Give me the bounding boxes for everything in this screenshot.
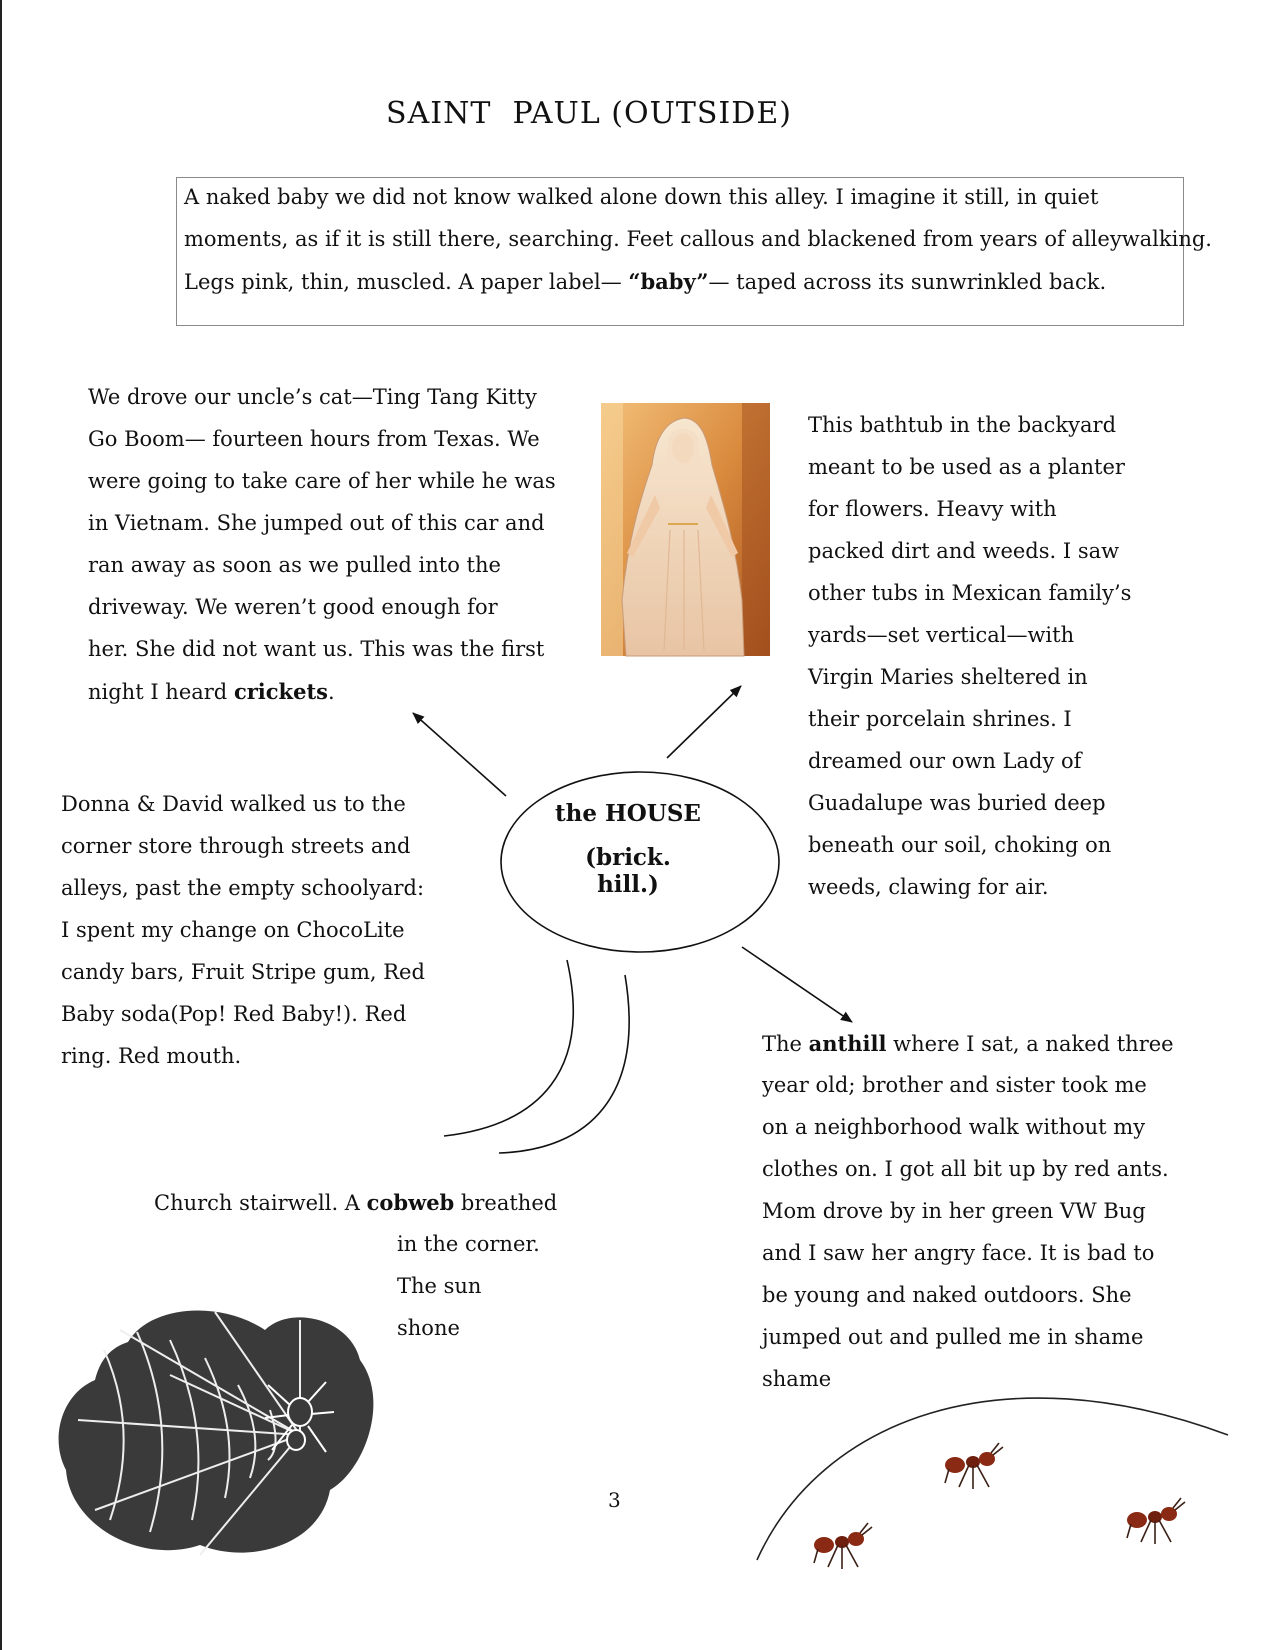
- cat-story-line: in Vietnam. She jumped out of this car and: [88, 511, 545, 535]
- house-label-line2: (brick. hill.): [585, 844, 671, 898]
- store-story-line: ring. Red mouth.: [61, 1044, 242, 1068]
- bathtub-story-line: Guadalupe was buried deep: [808, 791, 1106, 815]
- store-story-line: alleys, past the empty schoolyard:: [61, 876, 425, 900]
- anthill-story-line: clothes on. I got all bit up by red ants.: [762, 1157, 1169, 1181]
- page-number: 3: [608, 1488, 621, 1512]
- bathtub-story-line: packed dirt and weeds. I saw: [808, 539, 1120, 563]
- arrow-to-bathtub-story: [667, 686, 741, 758]
- virgin-mary-statue-image: [601, 403, 770, 656]
- bathtub-story-line: dreamed our own Lady of: [808, 749, 1082, 773]
- cat-story-line: ran away as soon as we pulled into the: [88, 553, 501, 577]
- cat-story-line: We drove our uncle’s cat—Ting Tang Kitty: [88, 385, 537, 409]
- cat-story-line: Go Boom— fourteen hours from Texas. We: [88, 427, 540, 451]
- bathtub-story-line: other tubs in Mexican family’s: [808, 581, 1132, 605]
- bathtub-story-line: for flowers. Heavy with: [808, 497, 1057, 521]
- ant-icon: [945, 1443, 1003, 1489]
- bathtub-story-line: This bathtub in the backyard: [808, 413, 1117, 437]
- intro-bold-baby: “baby”: [628, 269, 709, 294]
- ant-icon: [1127, 1498, 1185, 1544]
- anthill-story-line: be young and naked outdoors. She: [762, 1283, 1132, 1307]
- curve-line-left: [444, 960, 573, 1136]
- cat-story-line: driveway. We weren’t good enough for: [88, 595, 498, 619]
- page-title: SAINT PAUL (OUTSIDE): [386, 96, 792, 131]
- store-story-line: I spent my change on ChocoLite: [61, 918, 405, 942]
- cat-story-line: her. She did not want us. This was the first: [88, 637, 545, 661]
- arrow-to-anthill-story: [742, 947, 852, 1022]
- house-ellipse: [501, 772, 779, 952]
- bold-anthill: anthill: [808, 1031, 887, 1056]
- spider-web-image: [59, 1310, 374, 1555]
- bathtub-story-line: Virgin Maries sheltered in: [808, 665, 1088, 689]
- anthill-story-line: The anthill where I sat, a naked three: [762, 1031, 1174, 1056]
- store-story-line: Donna & David walked us to the: [61, 792, 406, 816]
- store-story-line: corner store through streets and: [61, 834, 411, 858]
- church-story-line: shone: [397, 1316, 460, 1340]
- ant-icon: [814, 1523, 872, 1569]
- anthill-story-line: on a neighborhood walk without my: [762, 1115, 1146, 1139]
- bathtub-story-line: yards—set vertical—with: [808, 623, 1075, 647]
- anthill-story-line: jumped out and pulled me in shame: [762, 1325, 1144, 1349]
- bathtub-story-line: weeds, clawing for air.: [808, 875, 1049, 899]
- anthill-story-line: shame: [762, 1367, 832, 1391]
- bold-cobweb: cobweb: [366, 1190, 455, 1215]
- bold-crickets: crickets: [233, 679, 328, 704]
- anthill-curve: [757, 1398, 1228, 1560]
- church-story-line: in the corner.: [397, 1232, 540, 1256]
- church-story-line: The sun: [397, 1274, 482, 1298]
- anthill-story-line: year old; brother and sister took me: [762, 1073, 1147, 1097]
- store-story-line: Baby soda(Pop! Red Baby!). Red: [61, 1002, 407, 1026]
- cat-story-line: were going to take care of her while he was: [88, 469, 556, 493]
- anthill-story-line: Mom drove by in her green VW Bug: [762, 1199, 1146, 1223]
- church-story-line: Church stairwell. A cobweb breathed: [154, 1190, 558, 1215]
- cat-story-line: night I heard crickets.: [88, 679, 335, 704]
- house-label-line1: the HOUSE: [555, 800, 701, 827]
- bathtub-story-line: meant to be used as a planter: [808, 455, 1125, 479]
- store-story-line: candy bars, Fruit Stripe gum, Red: [61, 960, 425, 984]
- anthill-story-line: and I saw her angry face. It is bad to: [762, 1241, 1155, 1265]
- bathtub-story-line: beneath our soil, choking on: [808, 833, 1112, 857]
- intro-line: Legs pink, thin, muscled. A paper label— “baby”— taped across its sunwrinkled back.: [184, 269, 1107, 294]
- bathtub-story-line: their porcelain shrines. I: [808, 707, 1072, 731]
- intro-line: moments, as if it is still there, searching. Feet callous and blackened from years of alleywalking.: [184, 227, 1212, 251]
- arrow-to-cat-story: [413, 713, 506, 796]
- intro-line: A naked baby we did not know walked alone down this alley. I imagine it still, in quiet: [184, 185, 1099, 209]
